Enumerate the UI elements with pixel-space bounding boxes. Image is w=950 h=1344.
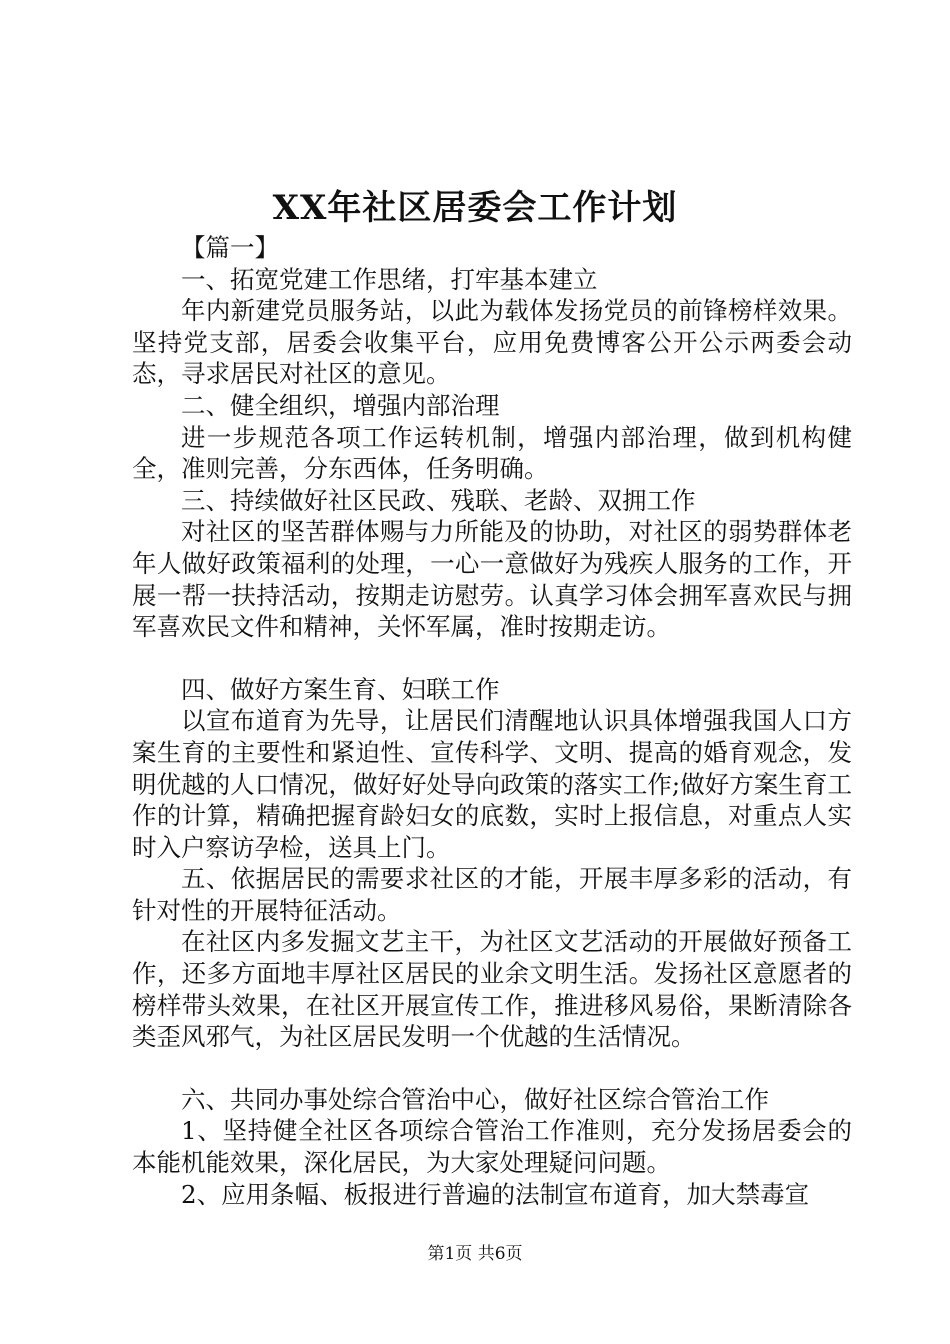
body-paragraph-3: 对社区的坚苦群体赐与力所能及的协助，对社区的弱势群体老年人做好政策福利的处理，一心一意做好为残疾人服务的工作，开展一帮一扶持活动，按期走访慰劳。认真学习体会拥军喜欢民与拥军喜欢民文件和精神，关怀军属，准时按期走访。	[132, 517, 852, 642]
section-heading-6: 六、共同办事处综合管治中心，做好社区综合管治工作	[181, 1084, 769, 1114]
section-heading-5: 五、依据居民的需要求社区的才能，开展丰厚多彩的活动，有针对性的开展特征活动。	[132, 864, 852, 925]
body-paragraph-5: 在社区内多发掘文艺主干，为社区文艺活动的开展做好预备工作，还多方面地丰厚社区居民的业余文明生活。发扬社区意愿者的榜样带头效果，在社区开展宣传工作，推进移风易俗，果断清除各类歪风邪气，为社区居民发明一个优越的生活情况。	[132, 927, 852, 1052]
document-body	[132, 232, 852, 1210]
body-paragraph-4: 以宣布道育为先导，让居民们清醒地认识具体增强我国人口方案生育的主要性和紧迫性、宣传科学、文明、提高的婚育观念，发明优越的人口情况，做好好处导向政策的落实工作;做好方案生育工作的计算，精确把握育龄妇女的底数，实时上报信息，对重点人实时入户察访孕检，送具上门。	[132, 706, 852, 862]
body-paragraph-6: 1、坚持健全社区各项综合管治工作准则，充分发扬居委会的本能机能效果，深化居民，为大家处理疑问问题。	[132, 1116, 852, 1178]
section-heading-3: 三、持续做好社区民政、残联、老龄、双拥工作	[181, 485, 696, 515]
section-heading-4: 四、做好方案生育、妇联工作	[181, 674, 500, 704]
body-paragraph-7: 2、应用条幅、板报进行普遍的法制宣布道育，加大禁毒宣	[181, 1179, 810, 1209]
section-heading-1: 一、拓宽党建工作思绪，打牢基本建立	[181, 264, 598, 294]
section-tag: 【篇一】	[181, 233, 279, 262]
section-heading-2: 二、健全组织，增强内部治理	[181, 390, 500, 420]
document-title: XX年社区居委会工作计划	[272, 188, 678, 228]
body-paragraph-1: 年内新建党员服务站，以此为载体发扬党员的前锋榜样效果。坚持党支部，居委会收集平台，应用免费博客公开公示两委会动态，寻求居民对社区的意见。	[132, 296, 852, 389]
body-paragraph-2: 进一步规范各项工作运转机制，增强内部治理，做到机构健全，准则完善，分东西体，任务明确。	[132, 422, 852, 484]
page-number-footer: 第1页 共6页	[427, 1244, 523, 1264]
